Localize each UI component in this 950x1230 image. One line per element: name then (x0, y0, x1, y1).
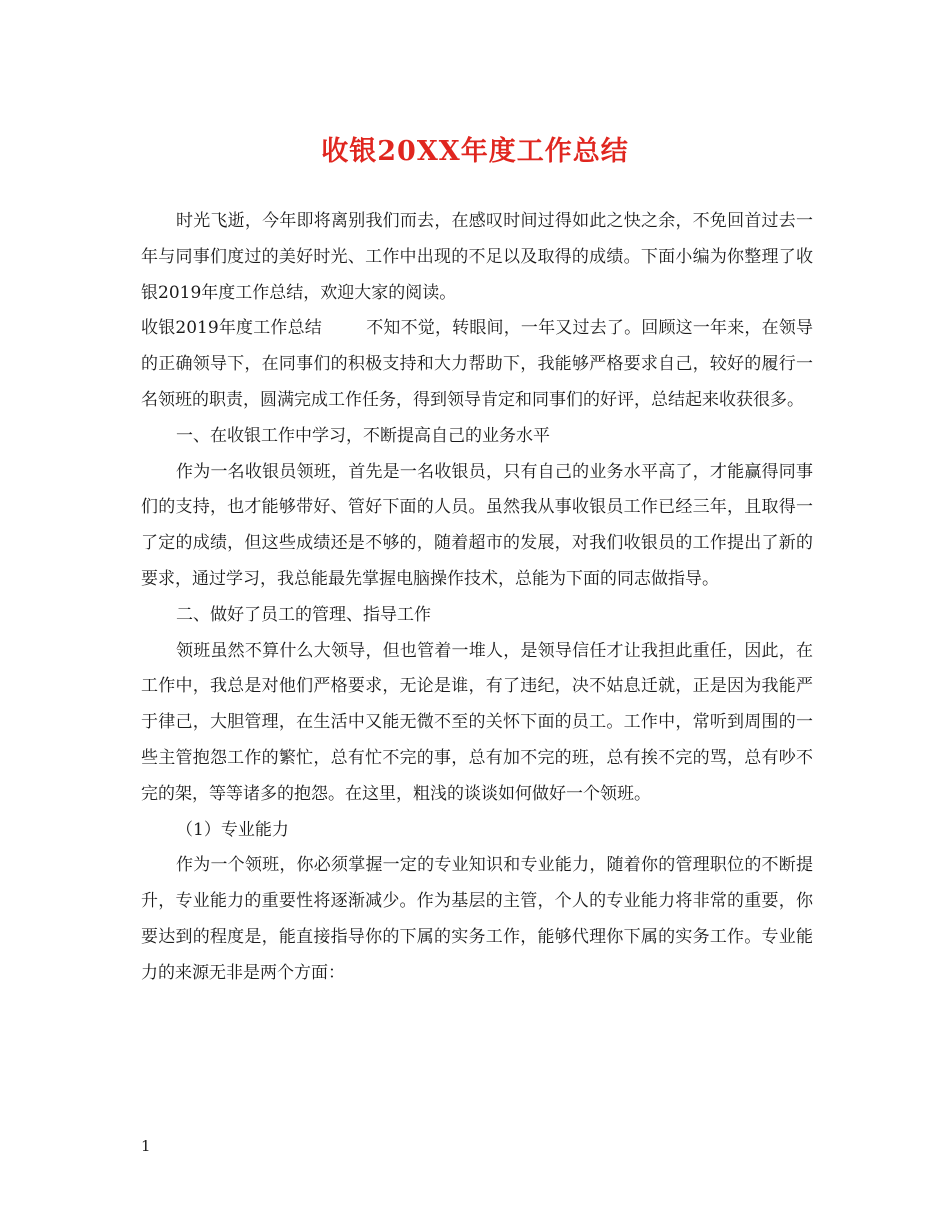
document-body (141, 204, 813, 992)
subsection-heading-1: （1）专业能力 (176, 819, 289, 840)
paragraph-opening (141, 311, 813, 418)
section-lead-title: 收银2019年度工作总结 (141, 318, 322, 339)
section-heading-2: 二、做好了员工的管理、指导工作 (176, 604, 431, 625)
paragraph-intro: 时光飞逝，今年即将离别我们而去，在感叹时间过得如此之快之余，不免回首过去一年与同事们度过的美好时光、工作中出现的不足以及取得的成绩。下面小编为你整理了收银2019年度工作总结，欢迎大家的阅读。 (141, 211, 813, 303)
document-title: 收银20XX年度工作总结 (321, 136, 629, 167)
section-heading-1: 一、在收银工作中学习，不断提高自己的业务水平 (176, 425, 550, 446)
paragraph-opening-text: 不知不觉，转眼间，一年又过去了。回顾这一年来，在领导的正确领导下，在同事们的积极支持和大力帮助下，我能够严格要求自己，较好的履行一名领班的职责，圆满完成工作任务，得到领导肯定和同事们的好评，总结起来收获很多。 (141, 318, 814, 410)
paragraph-management: 领班虽然不算什么大领导，但也管着一堆人，是领导信任才让我担此重任，因此，在工作中，我总是对他们严格要求，无论是谁，有了违纪，决不姑息迁就，正是因为我能严于律己，大胆管理，在生活中又能无微不至的关怀下面的员工。工作中，常听到周围的一些主管抱怨工作的繁忙，总有忙不完的事，总有加不完的班，总有挨不完的骂，总有吵不完的架，等等诸多的抱怨。在这里，粗浅的谈谈如何做好一个领班。 (141, 640, 813, 804)
paragraph-study: 作为一名收银员领班，首先是一名收银员，只有自己的业务水平高了，才能赢得同事们的支持，也才能够带好、管好下面的人员。虽然我从事收银员工作已经三年，且取得一了定的成绩，但这些成绩还是不够的，随着超市的发展，对我们收银员的工作提出了新的要求，通过学习，我总能最先掌握电脑操作技术，总能为下面的同志做指导。 (141, 461, 813, 589)
page-number: 1 (141, 1137, 151, 1155)
paragraph-professional-ability: 作为一个领班，你必须掌握一定的专业知识和专业能力，随着你的管理职位的不断提升，专业能力的重要性将逐渐减少。作为基层的主管，个人的专业能力将非常的重要，你要达到的程度是，能直接指导你的下属的实务工作，能够代理你下属的实务工作。专业能力的来源无非是两个方面： (141, 855, 813, 983)
